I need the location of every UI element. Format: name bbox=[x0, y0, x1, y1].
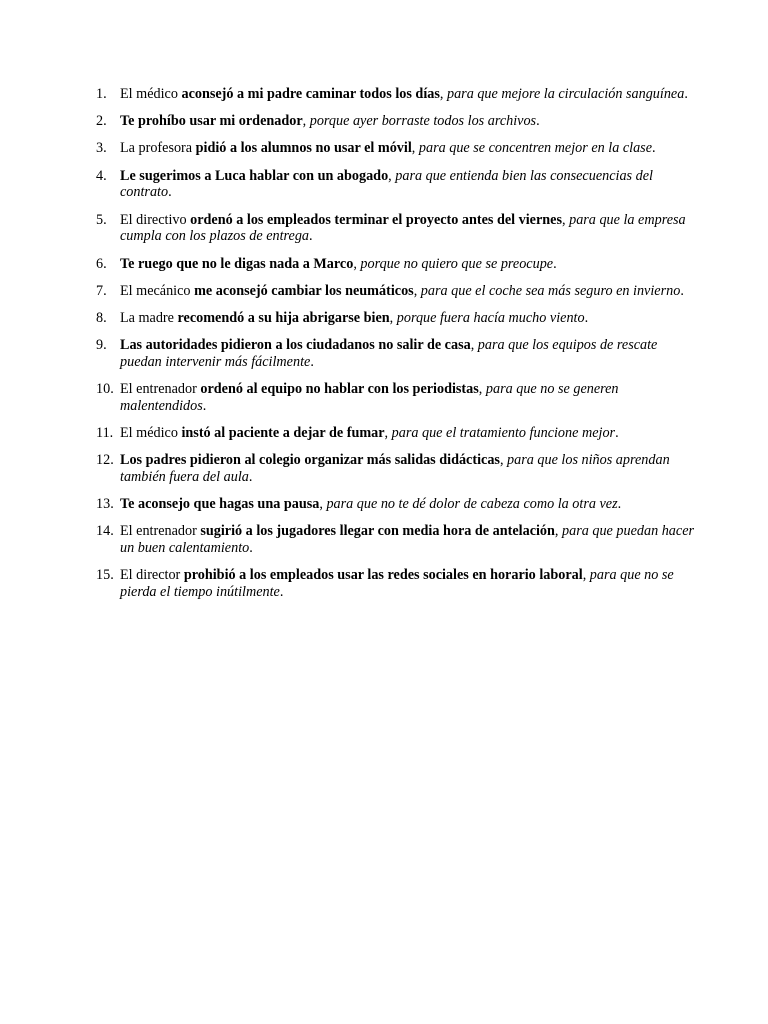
item-end: . bbox=[168, 184, 172, 201]
item-number: 15. bbox=[96, 567, 114, 584]
item-italic-clause: para que puedan hacer un buen calentamiento bbox=[120, 523, 695, 557]
item-bold-phrase: sugirió a los jugadores llegar con media hora de antelación bbox=[200, 523, 555, 540]
item-italic-clause: para que los equipos de rescate puedan intervenir más fácilmente bbox=[120, 337, 658, 370]
list-item bbox=[96, 86, 696, 103]
item-italic-clause: para que se concentren mejor en la clase bbox=[418, 140, 653, 157]
item-separator: , bbox=[388, 167, 396, 184]
item-separator: , bbox=[411, 140, 419, 157]
item-end: . bbox=[615, 425, 619, 442]
item-bold-phrase: pidió a los alumnos no usar el móvil bbox=[195, 140, 412, 157]
item-prefix: El entrenador bbox=[120, 523, 201, 540]
list-item bbox=[96, 452, 696, 486]
item-end: . bbox=[652, 140, 656, 157]
item-italic-clause: para que la empresa cumpla con los plazos de entrega bbox=[120, 211, 686, 245]
item-prefix: El mecánico bbox=[120, 282, 195, 299]
item-italic-clause: porque ayer borraste todos los archivos bbox=[309, 113, 537, 130]
item-separator: , bbox=[389, 309, 397, 326]
item-bold-phrase: instó al paciente a dejar de fumar bbox=[181, 425, 385, 442]
list-item bbox=[96, 113, 696, 130]
item-number: 5. bbox=[96, 211, 107, 228]
item-number: 3. bbox=[96, 140, 107, 157]
item-separator: , bbox=[353, 255, 361, 272]
item-end: . bbox=[617, 496, 622, 513]
item-italic-clause: para que no se generen malentendidos bbox=[120, 381, 619, 414]
item-prefix: El médico bbox=[120, 86, 182, 102]
item-end: . bbox=[202, 397, 207, 414]
item-bold-phrase: Le sugerimos a Luca hablar con un abogado bbox=[120, 167, 389, 184]
item-separator: , bbox=[582, 567, 590, 584]
item-bold-phrase: aconsejó a mi padre caminar todos los días bbox=[181, 86, 440, 102]
item-italic-clause: para que el coche sea más seguro en invierno bbox=[420, 282, 681, 299]
list-item bbox=[96, 283, 696, 300]
item-end: . bbox=[536, 113, 540, 130]
item-number: 10. bbox=[96, 381, 114, 398]
item-bold-phrase: Los padres pidieron al colegio organizar más salidas didácticas bbox=[120, 452, 500, 469]
item-separator: , bbox=[413, 282, 421, 299]
item-bold-phrase: Te prohíbo usar mi ordenador bbox=[120, 113, 303, 130]
list-item bbox=[96, 168, 696, 202]
list-item bbox=[96, 567, 696, 601]
item-end: . bbox=[584, 309, 589, 326]
item-end: . bbox=[279, 584, 284, 601]
item-end: . bbox=[310, 353, 314, 370]
item-number: 13. bbox=[96, 496, 114, 513]
item-bold-phrase: me aconsejó cambiar los neumáticos bbox=[194, 282, 414, 299]
item-italic-clause: para que mejore la circulación sanguínea bbox=[446, 86, 685, 102]
item-italic-clause: porque fuera hacía mucho viento bbox=[396, 309, 585, 326]
item-separator: , bbox=[319, 496, 327, 513]
item-bold-phrase: ordenó al equipo no hablar con los periodistas bbox=[200, 381, 479, 398]
item-end: . bbox=[553, 255, 557, 272]
item-separator: , bbox=[302, 113, 310, 130]
item-end: . bbox=[684, 86, 688, 102]
list-item bbox=[96, 140, 696, 157]
item-number: 14. bbox=[96, 523, 114, 540]
item-separator: , bbox=[439, 86, 447, 102]
list-item bbox=[96, 256, 696, 273]
item-number: 11. bbox=[96, 425, 114, 442]
item-prefix: El entrenador bbox=[120, 381, 201, 398]
item-end: . bbox=[680, 282, 684, 299]
list-item bbox=[96, 496, 696, 513]
item-bold-phrase: prohibió a los empleados usar las redes sociales en horario laboral bbox=[183, 567, 583, 584]
item-bold-phrase: Te aconsejo que hagas una pausa bbox=[120, 496, 320, 513]
list-item bbox=[96, 310, 696, 327]
list-item bbox=[96, 381, 696, 415]
item-bold-phrase: Las autoridades pidieron a los ciudadanos no salir de casa bbox=[120, 337, 471, 354]
list-item bbox=[96, 523, 696, 557]
item-number: 2. bbox=[96, 113, 107, 130]
item-number: 8. bbox=[96, 309, 107, 326]
item-separator: , bbox=[499, 452, 508, 469]
item-end: . bbox=[309, 228, 313, 245]
item-number: 9. bbox=[96, 337, 107, 354]
list-item bbox=[96, 212, 696, 246]
item-end: . bbox=[248, 469, 253, 486]
item-italic-clause: para que no te dé dolor de cabeza como la otra vez bbox=[326, 496, 618, 513]
item-end: . bbox=[249, 540, 253, 557]
item-prefix: El director bbox=[120, 567, 184, 584]
item-italic-clause: para que el tratamiento funcione mejor bbox=[391, 425, 616, 442]
item-italic-clause: para que no se pierda el tiempo inútilmente bbox=[120, 567, 674, 601]
item-separator: , bbox=[384, 425, 392, 442]
item-bold-phrase: recomendó a su hija abrigarse bien bbox=[177, 309, 390, 326]
item-number: 4. bbox=[96, 167, 107, 184]
item-prefix: El médico bbox=[120, 425, 182, 442]
list-item bbox=[96, 337, 696, 371]
item-bold-phrase: Te ruego que no le digas nada a Marco bbox=[120, 255, 354, 272]
sentence-list bbox=[96, 86, 696, 611]
item-italic-clause: porque no quiero que se preocupe bbox=[360, 255, 554, 272]
item-prefix: El directivo bbox=[120, 211, 191, 228]
item-italic-clause: para que entienda bien las consecuencias del contrato bbox=[120, 167, 653, 201]
item-number: 6. bbox=[96, 255, 107, 272]
item-italic-clause: para que los niños aprendan también fuera del aula bbox=[120, 452, 670, 486]
list-item bbox=[96, 425, 696, 442]
item-separator: , bbox=[470, 337, 478, 354]
item-number: 1. bbox=[96, 86, 107, 102]
item-number: 12. bbox=[96, 452, 114, 469]
item-separator: , bbox=[562, 211, 570, 228]
item-separator: , bbox=[478, 381, 486, 398]
item-separator: , bbox=[554, 523, 563, 540]
item-bold-phrase: ordenó a los empleados terminar el proyecto antes del viernes bbox=[190, 211, 562, 228]
item-prefix: La madre bbox=[120, 309, 178, 326]
item-number: 7. bbox=[96, 282, 107, 299]
item-prefix: La profesora bbox=[120, 140, 196, 157]
